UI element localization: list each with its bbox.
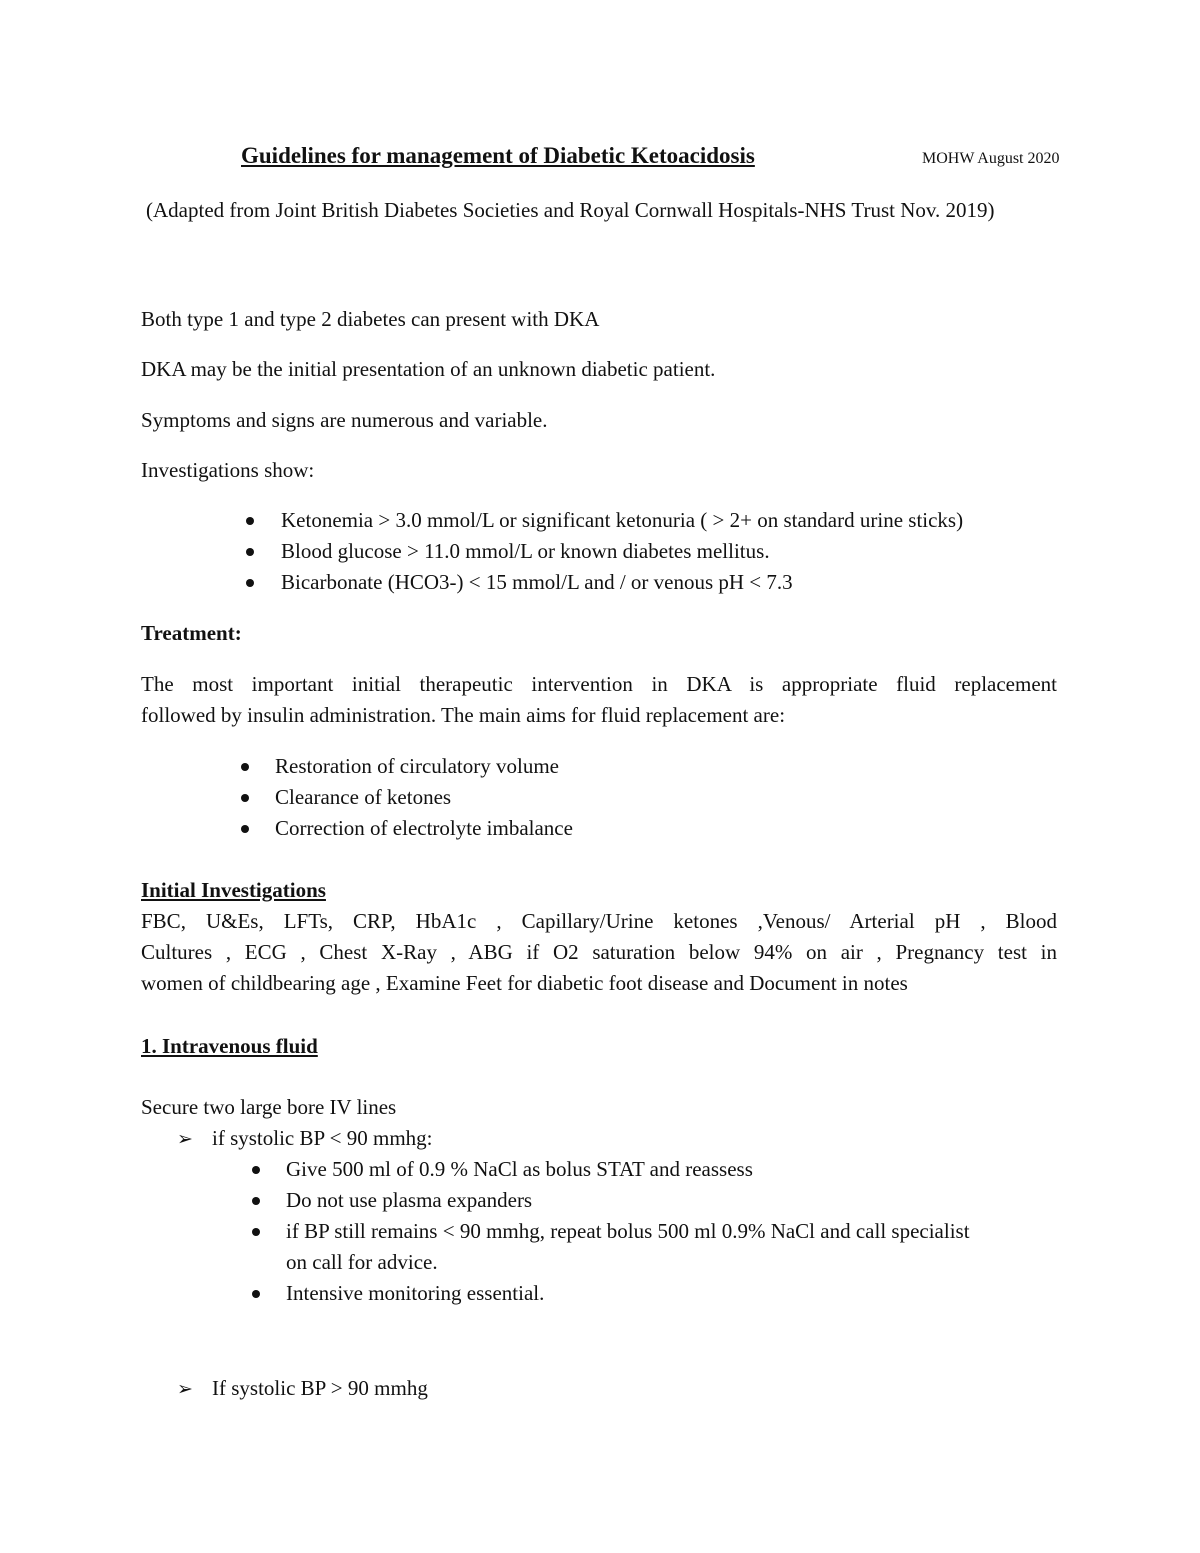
low-bp-actions-list (252, 1154, 970, 1309)
intro-line-2: DKA may be the initial presentation of an unknown diabetic patient. (141, 357, 716, 381)
arrow-bullet-icon: ➢ (177, 1378, 193, 1400)
list-item: Do not use plasma expanders (252, 1185, 970, 1216)
bullet-icon (241, 794, 249, 802)
list-item: Give 500 ml of 0.9 % NaCl as bolus STAT and reassess (252, 1154, 970, 1185)
bullet-icon (252, 1290, 260, 1298)
initial-investigations-paragraph: FBC, U&Es, LFTs, CRP, HbA1c , Capillary/Urine ketones ,Venous/ Arterial pH , Blood Cultures , ECG , Chest X-Ray , ABG if O2 saturation below 94% on air , Pregnancy test in women of childbearing age , Examine Feet for diabetic foot disease and Document in notes (141, 909, 1057, 995)
treatment-paragraph: The most important initial therapeutic intervention in DKA is appropriate fluid replacement followed by insulin administration. The main aims for fluid replacement are: (141, 672, 1057, 727)
bullet-icon (246, 579, 254, 587)
initial-investigations-heading: Initial Investigations (141, 878, 326, 902)
condition-low-bp: if systolic BP < 90 mmhg: (212, 1126, 433, 1150)
condition-high-bp: If systolic BP > 90 mmhg (212, 1376, 428, 1400)
list-item: Restoration of circulatory volume (241, 751, 573, 782)
document-title: Guidelines for management of Diabetic Ketoacidosis (241, 143, 755, 168)
bullet-icon (252, 1197, 260, 1205)
arrow-bullet-icon: ➢ (177, 1128, 193, 1150)
bullet-icon (252, 1166, 260, 1174)
investigations-show-list (246, 505, 963, 598)
intro-line-4: Investigations show: (141, 458, 315, 482)
bullet-icon (246, 517, 254, 525)
treatment-aims-list (241, 751, 573, 844)
list-item: Ketonemia > 3.0 mmol/L or significant ketonuria ( > 2+ on standard urine sticks) (246, 505, 963, 536)
bullet-icon (241, 825, 249, 833)
bullet-icon (246, 548, 254, 556)
bullet-icon (241, 763, 249, 771)
list-item: Intensive monitoring essential. (252, 1278, 970, 1309)
list-item: if BP still remains < 90 mmhg, repeat bolus 500 ml 0.9% NaCl and call specialist on call for advice. (252, 1216, 970, 1278)
list-item: Correction of electrolyte imbalance (241, 813, 573, 844)
list-item: Clearance of ketones (241, 782, 573, 813)
document-date: MOHW August 2020 (922, 150, 1060, 167)
treatment-heading: Treatment: (141, 621, 242, 645)
iv-fluid-heading: 1. Intravenous fluid (141, 1034, 318, 1058)
bullet-icon (252, 1228, 260, 1236)
list-item: Blood glucose > 11.0 mmol/L or known diabetes mellitus. (246, 536, 963, 567)
intro-line-3: Symptoms and signs are numerous and variable. (141, 408, 548, 432)
intro-line-1: Both type 1 and type 2 diabetes can present with DKA (141, 307, 600, 331)
secure-iv-lines: Secure two large bore IV lines (141, 1095, 397, 1119)
adapted-source: (Adapted from Joint British Diabetes Societies and Royal Cornwall Hospitals-NHS Trust Nov. 2019) (146, 198, 995, 222)
list-item: Bicarbonate (HCO3-) < 15 mmol/L and / or venous pH < 7.3 (246, 567, 963, 598)
